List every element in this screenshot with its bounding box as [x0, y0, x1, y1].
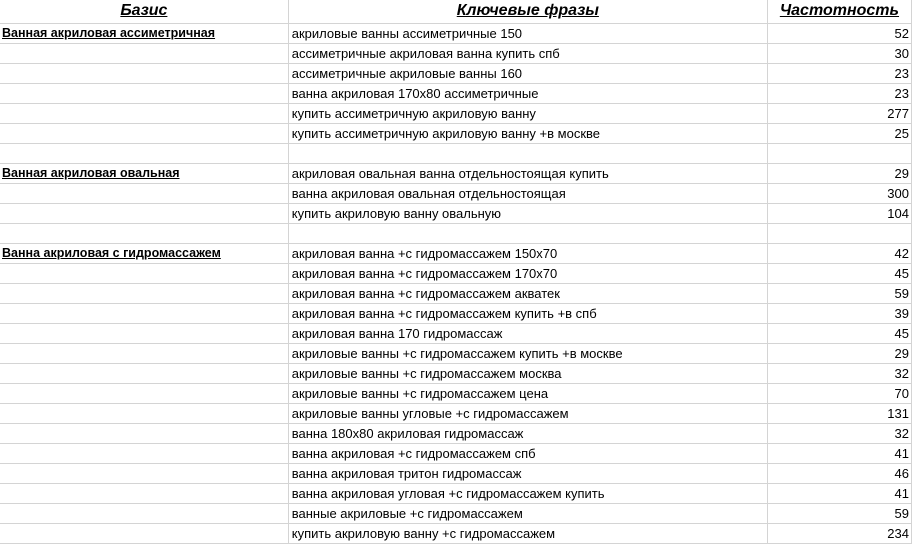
- cell-frequency[interactable]: 32: [767, 423, 911, 443]
- cell-frequency[interactable]: 25: [767, 123, 911, 143]
- table-row: [0, 463, 912, 483]
- cell-basis[interactable]: [0, 123, 288, 143]
- cell-basis[interactable]: [0, 83, 288, 103]
- cell-basis[interactable]: [0, 103, 288, 123]
- table-row: [0, 283, 912, 303]
- cell-basis[interactable]: [0, 363, 288, 383]
- table-row: [0, 363, 912, 383]
- table-row: [0, 263, 912, 283]
- cell-frequency[interactable]: 30: [767, 43, 911, 63]
- cell-keyword-phrase[interactable]: акриловые ванны +с гидромассажем купить +в москве: [288, 343, 767, 363]
- table-row: [0, 403, 912, 423]
- cell-basis[interactable]: [0, 63, 288, 83]
- cell-basis[interactable]: Ванная акриловая овальная: [0, 163, 288, 183]
- table-row: [0, 223, 912, 243]
- cell-basis[interactable]: [0, 463, 288, 483]
- table-row: [0, 443, 912, 463]
- table-row: [0, 503, 912, 523]
- table-row: [0, 163, 912, 183]
- cell-keyword-phrase[interactable]: ванна акриловая 170х80 ассиметричные: [288, 83, 767, 103]
- cell-keyword-phrase[interactable]: ванна акриловая угловая +с гидромассажем купить: [288, 483, 767, 503]
- table-row: [0, 323, 912, 343]
- cell-basis[interactable]: [0, 283, 288, 303]
- cell-keyword-phrase[interactable]: [288, 223, 767, 243]
- header-basis[interactable]: Базис: [0, 0, 288, 23]
- cell-frequency[interactable]: 23: [767, 83, 911, 103]
- cell-basis[interactable]: [0, 143, 288, 163]
- cell-basis[interactable]: [0, 383, 288, 403]
- table-row: [0, 243, 912, 263]
- table-row: [0, 43, 912, 63]
- table-row: [0, 183, 912, 203]
- cell-frequency[interactable]: 45: [767, 263, 911, 283]
- cell-frequency[interactable]: 59: [767, 283, 911, 303]
- cell-basis[interactable]: Ванна акриловая с гидромассажем: [0, 243, 288, 263]
- header-frequency[interactable]: Частотность: [767, 0, 911, 23]
- cell-keyword-phrase[interactable]: акриловые ванны +с гидромассажем цена: [288, 383, 767, 403]
- cell-frequency[interactable]: 59: [767, 503, 911, 523]
- cell-frequency[interactable]: 42: [767, 243, 911, 263]
- cell-frequency[interactable]: 70: [767, 383, 911, 403]
- table-row: [0, 63, 912, 83]
- cell-basis[interactable]: [0, 183, 288, 203]
- cell-keyword-phrase[interactable]: акриловая ванна 170 гидромассаж: [288, 323, 767, 343]
- cell-keyword-phrase[interactable]: купить акриловую ванну овальную: [288, 203, 767, 223]
- cell-frequency[interactable]: 39: [767, 303, 911, 323]
- cell-keyword-phrase[interactable]: ванна 180х80 акриловая гидромассаж: [288, 423, 767, 443]
- table-row: [0, 423, 912, 443]
- cell-keyword-phrase[interactable]: [288, 143, 767, 163]
- cell-keyword-phrase[interactable]: купить ассиметричную акриловую ванну: [288, 103, 767, 123]
- cell-frequency[interactable]: 234: [767, 523, 911, 543]
- cell-basis[interactable]: [0, 263, 288, 283]
- cell-basis[interactable]: [0, 403, 288, 423]
- cell-frequency[interactable]: 46: [767, 463, 911, 483]
- cell-keyword-phrase[interactable]: ассиметричные акриловые ванны 160: [288, 63, 767, 83]
- table-row: [0, 103, 912, 123]
- table-row: [0, 383, 912, 403]
- cell-keyword-phrase[interactable]: купить акриловую ванну +с гидромассажем: [288, 523, 767, 543]
- header-phrases[interactable]: Ключевые фразы: [288, 0, 767, 23]
- cell-keyword-phrase[interactable]: акриловые ванны угловые +с гидромассажем: [288, 403, 767, 423]
- table-row: [0, 83, 912, 103]
- cell-keyword-phrase[interactable]: акриловая ванна +с гидромассажем акватек: [288, 283, 767, 303]
- cell-frequency[interactable]: 45: [767, 323, 911, 343]
- table-row: [0, 303, 912, 323]
- table-row: [0, 343, 912, 363]
- table-row: [0, 123, 912, 143]
- cell-keyword-phrase[interactable]: ассиметричные акриловая ванна купить спб: [288, 43, 767, 63]
- cell-frequency[interactable]: 32: [767, 363, 911, 383]
- cell-frequency[interactable]: [767, 223, 911, 243]
- cell-basis[interactable]: [0, 343, 288, 363]
- cell-basis[interactable]: [0, 523, 288, 543]
- cell-frequency[interactable]: 131: [767, 403, 911, 423]
- cell-basis[interactable]: [0, 483, 288, 503]
- cell-keyword-phrase[interactable]: акриловые ванны ассиметричные 150: [288, 23, 767, 43]
- cell-keyword-phrase[interactable]: ванна акриловая овальная отдельностоящая: [288, 183, 767, 203]
- cell-keyword-phrase[interactable]: купить ассиметричную акриловую ванну +в москве: [288, 123, 767, 143]
- cell-frequency[interactable]: 300: [767, 183, 911, 203]
- cell-frequency[interactable]: 23: [767, 63, 911, 83]
- cell-frequency[interactable]: [767, 143, 911, 163]
- cell-keyword-phrase[interactable]: акриловая ванна +с гидромассажем купить +в спб: [288, 303, 767, 323]
- cell-frequency[interactable]: 29: [767, 343, 911, 363]
- cell-basis[interactable]: Ванная акриловая ассиметричная: [0, 23, 288, 43]
- header-row: [0, 0, 912, 23]
- cell-frequency[interactable]: 29: [767, 163, 911, 183]
- table-row: [0, 23, 912, 43]
- cell-keyword-phrase[interactable]: акриловая овальная ванна отдельностоящая купить: [288, 163, 767, 183]
- cell-keyword-phrase[interactable]: акриловые ванны +с гидромассажем москва: [288, 363, 767, 383]
- cell-basis[interactable]: [0, 443, 288, 463]
- cell-basis[interactable]: [0, 503, 288, 523]
- cell-keyword-phrase[interactable]: ванна акриловая +с гидромассажем спб: [288, 443, 767, 463]
- cell-basis[interactable]: [0, 43, 288, 63]
- cell-frequency[interactable]: 41: [767, 483, 911, 503]
- cell-frequency[interactable]: 52: [767, 23, 911, 43]
- cell-keyword-phrase[interactable]: ванные акриловые +с гидромассажем: [288, 503, 767, 523]
- cell-keyword-phrase[interactable]: акриловая ванна +с гидромассажем 150х70: [288, 243, 767, 263]
- cell-basis[interactable]: [0, 423, 288, 443]
- cell-frequency[interactable]: 104: [767, 203, 911, 223]
- cell-basis[interactable]: [0, 323, 288, 343]
- cell-frequency[interactable]: 277: [767, 103, 911, 123]
- cell-basis[interactable]: [0, 203, 288, 223]
- cell-frequency[interactable]: 41: [767, 443, 911, 463]
- cell-basis[interactable]: [0, 223, 288, 243]
- cell-basis[interactable]: [0, 303, 288, 323]
- table-row: [0, 203, 912, 223]
- table-row: [0, 523, 912, 543]
- table-row: [0, 483, 912, 503]
- table-body: [0, 23, 912, 543]
- cell-keyword-phrase[interactable]: ванна акриловая тритон гидромассаж: [288, 463, 767, 483]
- cell-keyword-phrase[interactable]: акриловая ванна +с гидромассажем 170х70: [288, 263, 767, 283]
- table-row: [0, 143, 912, 163]
